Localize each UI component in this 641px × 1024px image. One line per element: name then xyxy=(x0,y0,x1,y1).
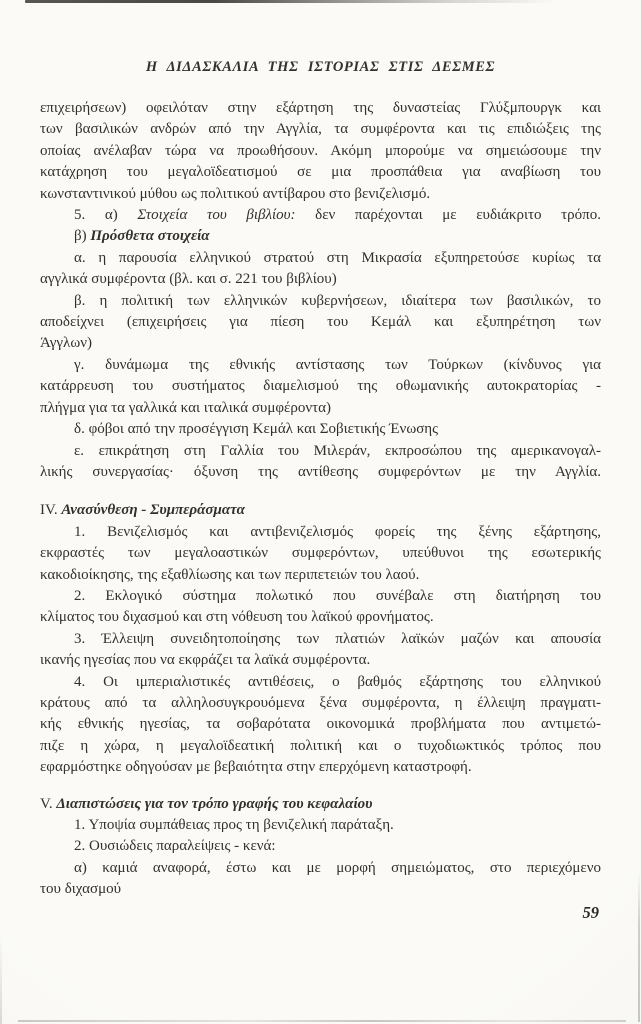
text-segment: 4. Οι ιμπεριαλιστικές αντιθέσεις, ο βαθμός εξάρτησης του ελληνικού xyxy=(74,673,601,690)
text-line xyxy=(40,500,601,521)
text-line xyxy=(40,119,601,140)
text-segment: α) καμιά αναφορά, έστω και με μορφή σημειώματος, στο περιεχόμενο xyxy=(74,859,601,876)
conclusion-item-1 xyxy=(40,522,601,586)
text-line xyxy=(40,248,601,269)
conclusion-item-2 xyxy=(40,586,601,629)
page-number: 59 xyxy=(582,903,599,922)
scan-artifact-top-edge xyxy=(25,0,557,3)
conclusion-item-3 xyxy=(40,629,601,672)
text-line xyxy=(40,650,601,671)
text-segment: 1. Βενιζελισμός και αντιβενιζελισμός φορείς της ξένης εξάρτησης, xyxy=(74,523,601,540)
text-segment: Άγγλων) xyxy=(40,335,92,352)
text-segment: IV. xyxy=(40,502,62,519)
text-line xyxy=(40,98,601,119)
text-segment: ε. επικράτηση στη Γαλλία του Μιλεράν, εκπροσώπου της αμερικανογαλ- xyxy=(74,442,601,459)
observation-item-2 xyxy=(40,836,601,857)
text-segment: αγγλικά συμφέροντα (βλ. και σ. 221 του βιβλίου) xyxy=(40,271,337,288)
text-line xyxy=(40,543,601,564)
text-segment: κατάρρευση του συστήματος διαμελισμού της οθωμανικής αυτοκρατορίας - xyxy=(40,378,601,395)
text-segment: 2. Ουσιώδεις παραλείψεις - κενά: xyxy=(74,838,276,855)
text-segment: κατάχρηση του μεγαλοϊδεατισμού σε μια προσπάθεια για αναβίωση του xyxy=(40,164,601,181)
text-segment: κακοδιοίκησης, της εξαθλίωσης και των περιπετειών του λαού. xyxy=(40,566,420,583)
text-line xyxy=(40,586,601,607)
observation-item-1 xyxy=(40,815,601,836)
text-line xyxy=(40,714,601,735)
emphasis-text: Ανασύνθεση - Συμπεράσματα xyxy=(61,502,245,519)
text-segment: επιχειρήσεων) οφειλόταν στην εξάρτηση της δυναστείας Γλύξμπουργκ και xyxy=(40,100,601,116)
text-line xyxy=(40,672,601,693)
text-line xyxy=(40,141,601,162)
emphasis-text: Διαπιστώσεις για τον τρόπο γραφής του κεφαλαίου xyxy=(56,795,373,812)
text-line xyxy=(40,836,601,857)
subitem-d xyxy=(40,419,601,440)
text-segment: κράτους από τα αλληλοσυγκρουόμενα ξένα συμφέροντα, η έλλειψη πραγματι- xyxy=(40,694,601,711)
text-segment: πλήγμα για τα γαλλικά και ιταλικά συμφέροντα) xyxy=(40,399,331,416)
text-segment: 3. Έλλειψη συνειδητοποίησης των πλατιών λαϊκών μαζών και απουσία xyxy=(74,630,601,647)
scan-artifact-left-edge xyxy=(0,934,2,1024)
scan-artifact-right-edge xyxy=(638,872,640,1022)
text-line xyxy=(40,184,601,205)
text-line xyxy=(40,757,601,778)
scan-artifact-bottom-edge xyxy=(18,1020,626,1022)
text-segment: β. η πολιτική των ελληνικών κυβερνήσεων, ιδιαίτερα των βασιλικών, το xyxy=(74,292,601,309)
text-line xyxy=(40,879,601,900)
text-line xyxy=(40,205,601,226)
section-heading-v xyxy=(40,794,601,815)
paragraph-continuation xyxy=(40,98,601,205)
running-header: Η ΔΙΔΑΣΚΑΛΙΑ ΤΗΣ ΙΣΤΟΡΙΑΣ ΣΤΙΣ ΔΕΣΜΕΣ xyxy=(145,59,496,75)
text-segment: αποδείχνει (επιχειρήσεις για πίεση του Κεμάλ και εξυπηρέτηση των xyxy=(40,314,601,331)
text-segment: κωνσταντινικού μύθου ως πολιτικού αντίβαρου στο βενιζελισμό. xyxy=(40,185,431,202)
text-line xyxy=(40,333,601,354)
conclusion-item-4 xyxy=(40,672,601,779)
item-5b-additional-elements xyxy=(40,226,601,247)
text-segment: γ. δυνάμωμα της εθνικής αντίστασης των Τούρκων (κίνδυνος για xyxy=(74,356,601,373)
text-line xyxy=(40,419,601,440)
text-segment: 2. Εκλογικό σύστημα πολωτικό που συνέβαλε στη διατήρηση του xyxy=(74,587,601,604)
observation-item-2a xyxy=(40,858,601,901)
text-segment: κλίματος του διχασμού και στη νόθευση του λαϊκού φρονήματος. xyxy=(40,609,434,626)
emphasis-text: Στοιχεία του βιβλίου: xyxy=(137,207,296,224)
text-segment: πιζε η χώρα, η μεγαλοϊδεατική πολιτική και ο τυχοδιωκτικός τρόπος που xyxy=(40,737,601,754)
emphasis-text: Πρόσθετα στοιχεία xyxy=(90,228,210,245)
text-segment: του διχασμού xyxy=(40,881,122,898)
subitem-a xyxy=(40,248,601,291)
text-line xyxy=(40,269,601,290)
text-line xyxy=(40,226,601,247)
text-segment: 1. Υποψία συμπάθειας προς τη βενιζελική παράταξη. xyxy=(74,817,394,833)
text-segment: των βασιλικών ανδρών από την Αγγλία, τα συμφέροντα και τις επιδιώξεις της xyxy=(40,121,601,138)
text-line xyxy=(40,629,601,650)
text-line xyxy=(40,693,601,714)
text-line xyxy=(40,462,601,483)
text-segment: κής εθνικής ηγεσίας, τα σοβαρότατα οικονομικά προβλήματα που αντιμετώ- xyxy=(40,716,601,733)
text-line xyxy=(40,794,601,815)
text-line xyxy=(40,441,601,462)
text-line xyxy=(40,162,601,183)
text-line xyxy=(40,815,601,836)
text-segment: β) xyxy=(74,228,91,245)
text-line xyxy=(40,312,601,333)
text-line xyxy=(40,736,601,757)
subitem-e xyxy=(40,441,601,484)
text-segment: οποίας ανέλαβαν τώρα να προωθήσουν. Ακόμη μπορούμε να σημειώσουμε την xyxy=(40,142,601,159)
text-segment: α. η παρουσία ελληνικού στρατού στη Μικρασία εξυπηρετούσε κυρίως τα xyxy=(74,249,601,266)
text-line xyxy=(40,522,601,543)
text-line xyxy=(40,291,601,312)
text-line xyxy=(40,398,601,419)
subitem-c xyxy=(40,355,601,419)
text-line xyxy=(40,607,601,628)
text-segment: 5. α) xyxy=(74,207,138,224)
text-segment: λικής συνεργασίας· όξυνση της αντίθεσης συμφερόντων με την Αγγλία. xyxy=(40,463,601,480)
text-segment: ικανής ηγεσίας που να εκφράζει τα λαϊκά συμφέροντα. xyxy=(40,652,371,669)
text-segment: εφαρμόστηκε οδηγούσαν με βεβαιότητα στην επερχόμενη καταστροφή. xyxy=(40,759,472,776)
text-segment: εκφραστές των μεγαλοαστικών συμφερόντων, υπεύθυνοι της εσωτερικής xyxy=(40,545,601,562)
subitem-b xyxy=(40,291,601,355)
text-line xyxy=(40,376,601,397)
text-segment: δεν παρέχονται με ευδιάκριτο τρόπο. xyxy=(295,207,601,224)
text-line xyxy=(40,858,601,879)
item-5a-book-elements xyxy=(40,205,601,226)
page-body-text xyxy=(40,98,601,901)
text-line xyxy=(40,355,601,376)
text-segment: δ. φόβοι από την προσέγγιση Κεμάλ και Σοβιετικής Ένωσης xyxy=(74,421,439,438)
text-segment: V. xyxy=(40,795,57,812)
section-heading-iv xyxy=(40,500,601,521)
text-line xyxy=(40,565,601,586)
